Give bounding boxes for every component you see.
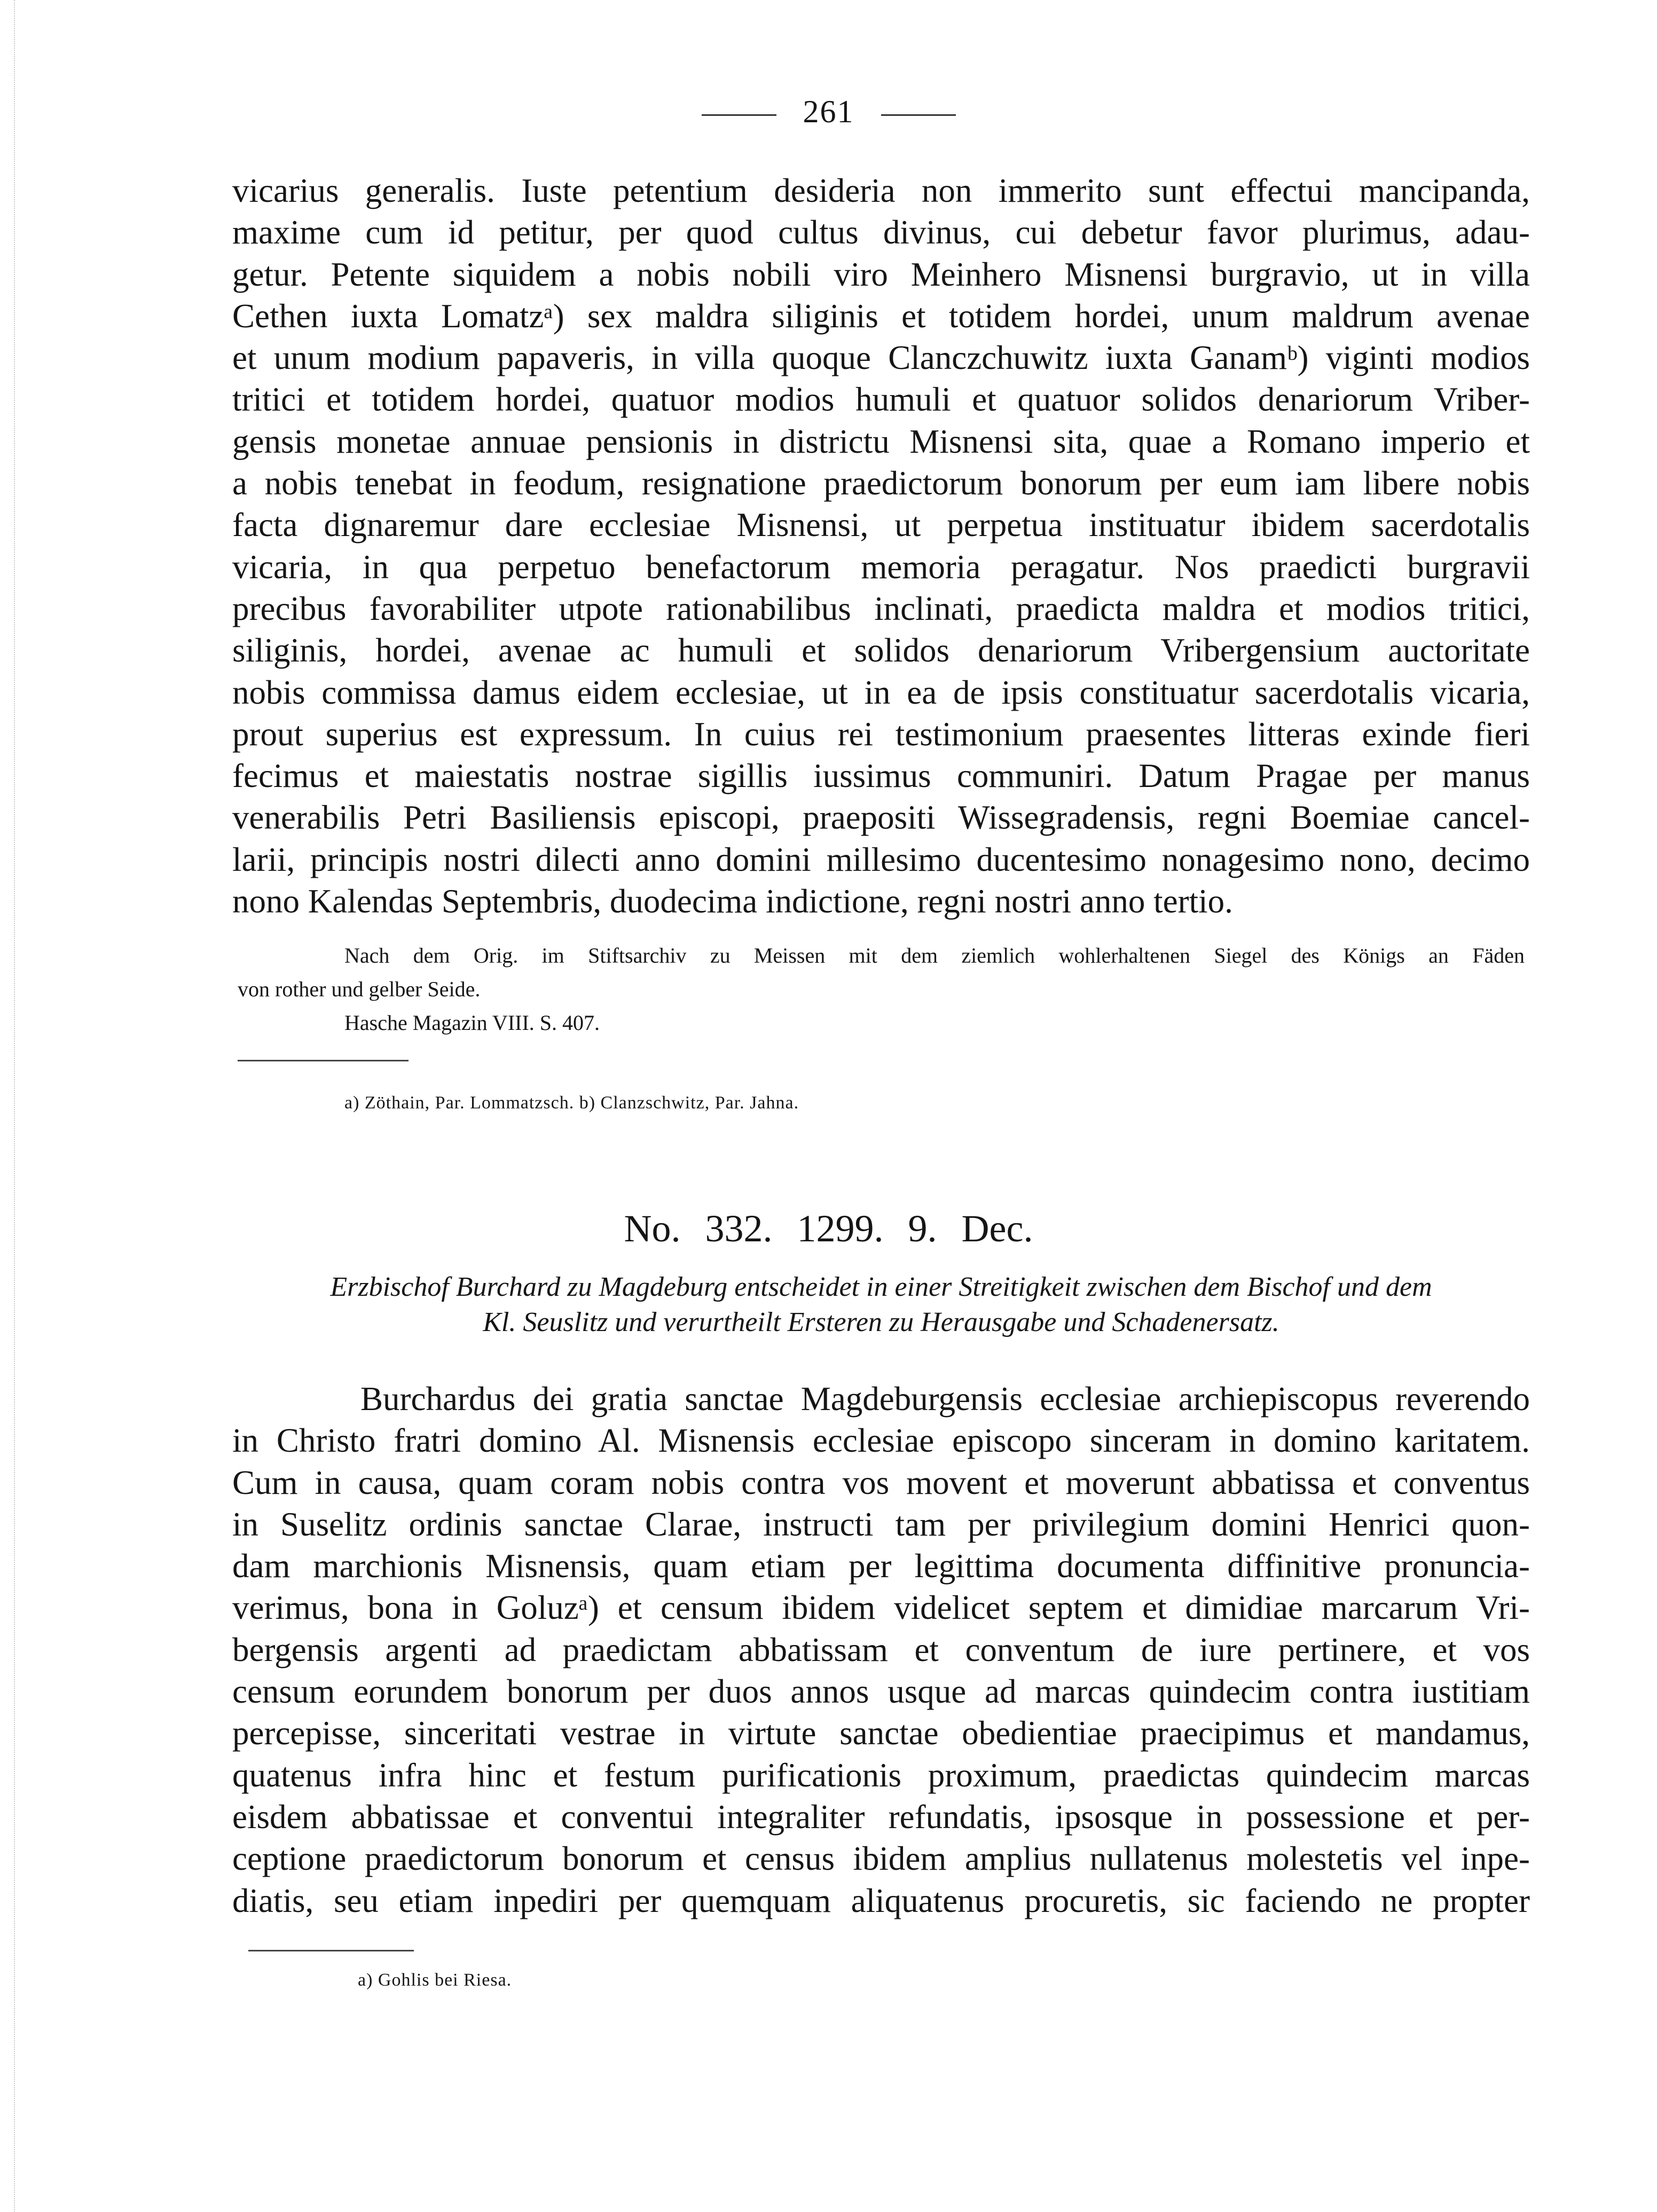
header-rule-left <box>702 114 776 116</box>
text-line: ceptione praedictorum bonorum et census ibidem amplius nullatenus molestetis vel inpe- <box>232 1840 1530 1878</box>
text-line: nono Kalendas Septembris, duodecima indictione, regni nostri anno tertio. <box>232 883 1233 920</box>
text-line: getur. Petente siquidem a nobis nobili viro Meinhero Misnensi burgravio, ut in villa <box>232 255 1530 293</box>
text-line: larii, principis nostri dilecti anno domini millesimo ducentesimo nonagesimo nono, decimo <box>232 840 1530 878</box>
text-line: verimus, bona in Goluzᵃ) et censum ibidem videlicet septem et dimidiae marcarum Vri- <box>232 1589 1530 1627</box>
text-line: in Suselitz ordinis sanctae Clarae, instructi tam per privilegium domini Henrici quon- <box>232 1505 1530 1543</box>
document-summary <box>232 1270 1530 1340</box>
page-header <box>0 93 1657 130</box>
text-line: siliginis, hordei, avenae ac humuli et solidos denariorum Vribergensium auctoritate <box>232 632 1530 670</box>
text-line: quatenus infra hinc et festum purificationis proximum, praedictas quindecim marcas <box>232 1756 1530 1794</box>
page-number: 261 <box>803 94 854 129</box>
text-line: fecimus et maiestatis nostrae sigillis iussimus communiri. Datum Pragae per manus <box>232 757 1530 795</box>
text-line: et unum modium papaveris, in villa quoque Clanczchuwitz iuxta Ganamᵇ) viginti modios <box>232 339 1530 377</box>
text-line: in Christo fratri domino Al. Misnensis ecclesiae episcopo sinceram in domino karitatem. <box>232 1422 1530 1460</box>
source-note <box>238 939 1525 1040</box>
text-line: tritici et totidem hordei, quatuor modios humuli et quatuor solidos denariorum Vriber- <box>232 381 1530 419</box>
text-line: maxime cum id petitur, per quod cultus divinus, cui debetur favor plurimus, adau- <box>232 214 1530 251</box>
text-line: gensis monetae annuae pensionis in districtu Misnensi sita, quae a Romano imperio et <box>232 422 1530 460</box>
text-line: nobis commissa damus eidem ecclesiae, ut in ea de ipsis constituatur sacerdotalis vicaria, <box>232 673 1530 711</box>
footnote-rule <box>248 1950 414 1951</box>
footnote-places: a) Zöthain, Par. Lommatzsch. b) Clanzschwitz, Par. Jahna. <box>344 1093 799 1113</box>
text-line: bergensis argenti ad praedictam abbatissam et conventum de iure pertinere, et vos <box>232 1631 1530 1668</box>
text-line: diatis, seu etiam inpediri per quemquam aliquatenus procuretis, sic faciendo ne propter <box>232 1882 1530 1919</box>
text-line: Cum in causa, quam coram nobis contra vos movent et moverunt abbatissa et conventus <box>232 1463 1530 1501</box>
text-line: dam marchionis Misnensis, quam etiam per legittima documenta diffinitive pronuncia- <box>232 1547 1530 1585</box>
footnote-rule <box>238 1060 409 1061</box>
text-line: percepisse, sinceritati vestrae in virtute sanctae obedientiae praecipimus et mandamus, <box>232 1714 1530 1752</box>
text-line: facta dignaremur dare ecclesiae Misnensi, ut perpetua instituatur ibidem sacerdotalis <box>232 506 1530 544</box>
footnote-gohlis: a) Gohlis bei Riesa. <box>358 1970 512 1990</box>
text-line: precibus favorabiliter utpote rationabilibus inclinati, praedicta maldra et modios tritici, <box>232 589 1530 627</box>
document-title: No. 332. 1299. 9. Dec. <box>624 1207 1033 1250</box>
paragraph-charter-text <box>232 170 1530 922</box>
text-line: censum eorundem bonorum per duos annos usque ad marcas quindecim contra iustitiam <box>232 1673 1530 1711</box>
paragraph-mandate-text <box>232 1378 1530 1922</box>
text-line: venerabilis Petri Basiliensis episcopi, praepositi Wissegradensis, regni Boemiae cancel- <box>232 799 1530 837</box>
note-line: Nach dem Orig. im Stiftsarchiv zu Meissen mit dem ziemlich wohlerhaltenen Siegel des Königs an Fäden <box>344 943 1525 967</box>
text-line: vicarius generalis. Iuste petentium desideria non immerito sunt effectui mancipanda, <box>232 172 1530 209</box>
text-line: Burchardus dei gratia sanctae Magdeburgensis ecclesiae archiepiscopus reverendo <box>360 1380 1530 1418</box>
summary-line: Erzbischof Burchard zu Magdeburg entscheidet in einer Streitigkeit zwischen dem Bischof und dem <box>330 1272 1432 1302</box>
summary-line: Kl. Seuslitz und verurtheilt Ersteren zu Herausgabe und Schadenersatz. <box>483 1307 1279 1337</box>
note-line: von rother und gelber Seide. <box>238 977 481 1001</box>
text-line: Cethen iuxta Lomatzᵃ) sex maldra siliginis et totidem hordei, unum maldrum avenae <box>232 297 1530 335</box>
text-line: vicaria, in qua perpetuo benefactorum memoria peragatur. Nos praedicti burgravii <box>232 548 1530 586</box>
note-line: Hasche Magazin VIII. S. 407. <box>344 1011 600 1035</box>
text-line: prout superius est expressum. In cuius rei testimonium praesentes litteras exinde fieri <box>232 715 1530 753</box>
text-line: a nobis tenebat in feodum, resignatione praedictorum bonorum per eum iam libere nobis <box>232 465 1530 502</box>
page-edge-margin <box>14 0 17 2212</box>
text-line: eisdem abbatissae et conventui integraliter refundatis, ipsosque in possessione et per- <box>232 1798 1530 1836</box>
header-rule-right <box>881 114 956 116</box>
